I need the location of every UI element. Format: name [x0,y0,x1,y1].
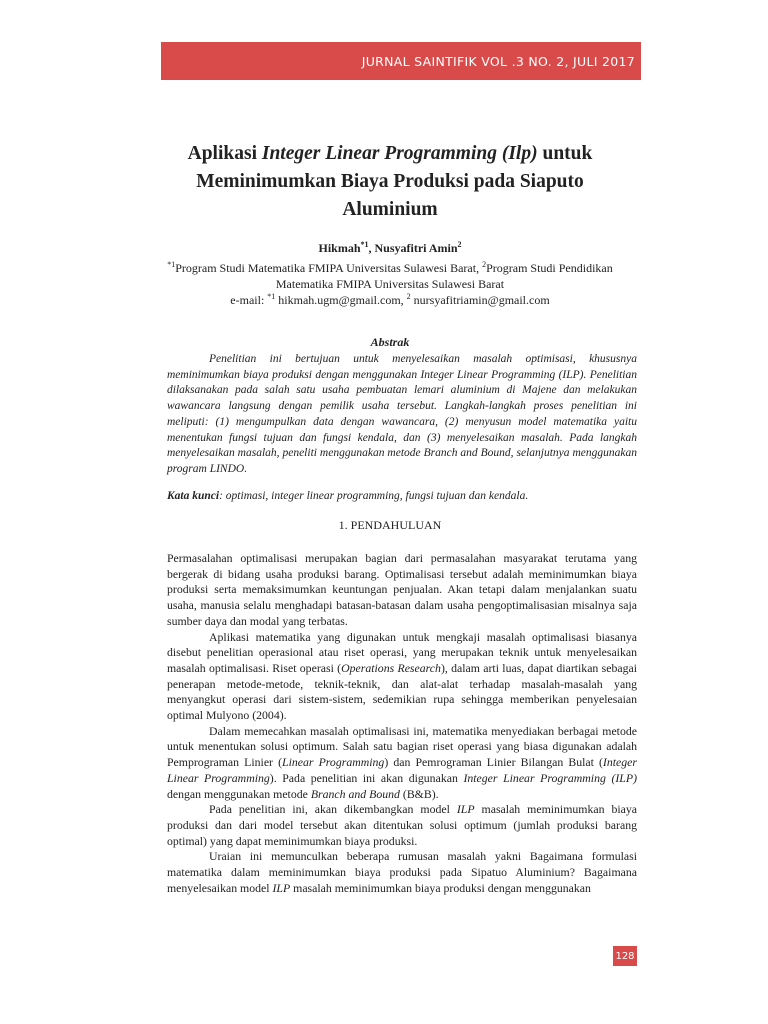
section-heading: 1. PENDAHULUAN [338,518,442,532]
paragraph-2: Aplikasi matematika yang digunakan untuk mengkaji masalah optimalisasi biasanya disebut penelitian operasional atau riset operasi, yang merupakan teknik untuk menyelesaikan masalah optimalisasi. Riset operasi (Operations Research), dalam arti luas, dapat diartikan sebagai penerapan metode-metode, teknik-teknik, dan alat-alat terhadap masalah-masalah yang menyangkut operasi dari sistem-sistem, sedemikian rupa sehingga memberikan penyelesaian optimal Mulyono (2004). [167,629,638,723]
paragraph-1: Permasalahan optimalisasi merupakan bagian dari permasalahan masyarakat terutama yang bergerak di bidang usaha produksi barang. Optimalisasi tersebut adalah meminimumkan biaya produksi serta memaksimumkan keuntungan penjualan. Akan tetapi dalam menjalankan suatu usaha, manusia selalu menghadapi batasan-batasan dalam usaha pengoptimalisasian misalnya saja sumber daya dan modal yang terbatas. [167,551,637,628]
body-text [167,551,637,896]
paper-title: Aplikasi Integer Linear Programming (Ilp) untuk Meminimumkan Biaya Produksi pada Siaputo Aluminium [187,143,593,220]
author-list: Hikmah$^{*1}$, Nusyafitri Amin$^2$ [318,240,462,255]
keywords-label: Kata kunci [167,490,220,502]
paragraph-4: Pada penelitian ini, akan dikembangkan model ILP masalah meminimumkan biaya produksi dan dari model tersebut akan ditentukan solusi optimum (jumlah produksi barang optimal) yang dapat meminimumkan biaya produksi. [167,802,638,848]
paragraph-5: Uraian ini memunculkan beberapa rumusan masalah yakni Bagaimana formulasi matematika dalam meminimumkan biaya produksi pada Sipatuo Aluminium? Bagaimana menyelesaikan model ILP masalah meminimumkan biaya produksi dengan menggunakan [167,849,637,895]
abstract-heading: Abstrak [370,335,410,349]
abstract-text: Penelitian ini bertujuan untuk menyelesaikan masalah optimisasi, khususnya meminimumkan biaya produksi dengan menggunakan Integer Linear Programming (ILP). Penelitian dilaksanakan pada salah satu usaha pembuatan lemari aluminium di Majene dan melakukan wawancara langsung dengan pemilik usaha tersebut. Langkah-langkah proses penelitian ini meliputi: (1) mengumpulkan data dengan wawancara, (2) menyusun model matematika yaitu menentukan fungsi tujuan dan fungsi kendala, dan (3) menyelesaikan masalah. Pada langkah menyelesaikan masalah, peneliti menggunakan metode Branch and Bound, selanjutnya menggunakan program LINDO. [167,353,637,475]
page-number-badge [613,946,637,966]
journal-header-bar [161,42,641,80]
paragraph-3: Dalam memecahkan masalah optimalisasi ini, matematika menyediakan berbagai metode untuk menentukan solusi optimum. Salah satu bagian riset operasi yang biasa digunakan adalah Pemprograman Linier (Linear Programming) dan Pemrograman Linier Bilangan Bulat (Integer Linear Programming). Pada penelitian ini akan digunakan Integer Linear Programming (ILP) dengan menggunakan metode Branch and Bound (B&B). [167,723,637,801]
keywords-text: : optimasi, integer linear programming, fungsi tujuan dan kendala. [219,490,529,502]
journal-name: JURNAL SAINTIFIK VOL .3 NO. 2, JULI 2017 [361,53,635,69]
affiliations: $^{*1}$Program Studi Matematika FMIPA Universitas Sulawesi Barat, $^2$Program Studi Pendidikan Matematika FMIPA Universitas Sulawesi Barat e-mail: $^{*1}$ hikmah.ugm@gmail.com, $^2$ nursyafitriamin@gmail.com [167,260,613,307]
keywords [167,490,637,502]
email-line: e-mail: $^{*1}$ hikmah.ugm@gmail.com, $^2$ nursyafitriamin@gmail.com [230,292,550,307]
page-number: 128 [615,950,635,962]
